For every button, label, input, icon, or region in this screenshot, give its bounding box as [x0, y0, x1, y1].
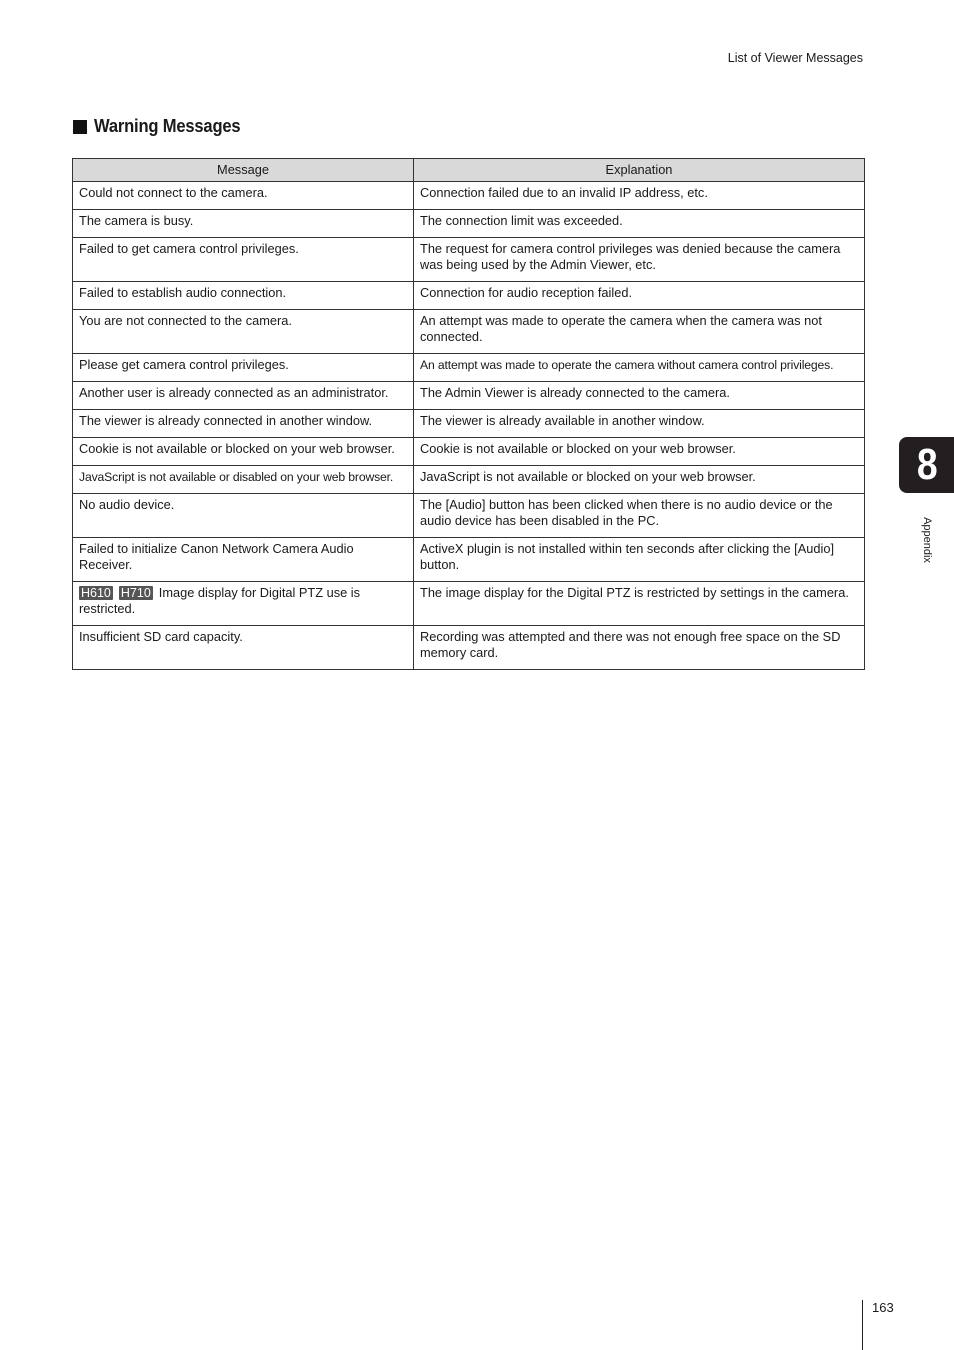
chapter-tab — [899, 437, 954, 493]
explanation-cell: An attempt was made to operate the camera without camera control privileges. — [414, 354, 865, 382]
warning-messages-table — [72, 158, 865, 670]
message-cell — [73, 582, 414, 626]
table-row — [73, 238, 865, 282]
black-square-icon — [73, 120, 87, 134]
table-row — [73, 354, 865, 382]
page-number: 163 — [872, 1300, 894, 1315]
explanation-cell: The [Audio] button has been clicked when there is no audio device or the audio device has been disabled in the PC. — [414, 494, 865, 538]
message-cell: Cookie is not available or blocked on your web browser. — [73, 438, 414, 466]
message-cell: Failed to establish audio connection. — [73, 282, 414, 310]
message-cell: Could not connect to the camera. — [73, 182, 414, 210]
message-cell: Failed to initialize Canon Network Camera Audio Receiver. — [73, 538, 414, 582]
model-badge-h610: H610 — [81, 586, 111, 600]
explanation-cell: ActiveX plugin is not installed within ten seconds after clicking the [Audio] button. — [414, 538, 865, 582]
explanation-cell: The image display for the Digital PTZ is restricted by settings in the camera. — [414, 582, 865, 626]
chapter-label: Appendix — [921, 517, 933, 563]
message-cell: Another user is already connected as an administrator. — [73, 382, 414, 410]
message-cell: No audio device. — [73, 494, 414, 538]
chapter-number: 8 — [916, 440, 938, 489]
table-row — [73, 438, 865, 466]
message-cell: The viewer is already connected in another window. — [73, 410, 414, 438]
message-cell: Failed to get camera control privileges. — [73, 238, 414, 282]
table-row — [73, 494, 865, 538]
table-header-row — [73, 159, 865, 182]
explanation-cell: Connection failed due to an invalid IP address, etc. — [414, 182, 865, 210]
explanation-cell: The viewer is already available in another window. — [414, 410, 865, 438]
message-cell: Please get camera control privileges. — [73, 354, 414, 382]
message-cell: JavaScript is not available or disabled on your web browser. — [73, 466, 414, 494]
message-cell: You are not connected to the camera. — [73, 310, 414, 354]
table-row — [73, 582, 865, 626]
table-row — [73, 182, 865, 210]
message-text: Image display for Digital PTZ use is restricted. — [79, 585, 361, 616]
explanation-cell: The Admin Viewer is already connected to the camera. — [414, 382, 865, 410]
column-header-message: Message — [73, 159, 414, 182]
explanation-cell: Cookie is not available or blocked on your web browser. — [414, 438, 865, 466]
model-badge-h710: H710 — [120, 586, 151, 600]
message-cell: The camera is busy. — [73, 210, 414, 238]
table-row — [73, 410, 865, 438]
table-row — [73, 626, 865, 670]
explanation-cell: Recording was attempted and there was not enough free space on the SD memory card. — [414, 626, 865, 670]
running-header-title: List of Viewer Messages — [727, 51, 863, 65]
page-number-divider — [862, 1300, 863, 1350]
column-header-explanation: Explanation — [414, 159, 865, 182]
section-heading — [73, 116, 253, 137]
explanation-cell: Connection for audio reception failed. — [414, 282, 865, 310]
explanation-cell: The connection limit was exceeded. — [414, 210, 865, 238]
table-row — [73, 538, 865, 582]
table-row — [73, 210, 865, 238]
table-row — [73, 282, 865, 310]
table-row — [73, 382, 865, 410]
explanation-cell: The request for camera control privileges was denied because the camera was being used by the Admin Viewer, etc. — [414, 238, 865, 282]
section-title: Warning Messages — [94, 116, 241, 136]
table-row — [73, 466, 865, 494]
explanation-cell: JavaScript is not available or blocked on your web browser. — [414, 466, 865, 494]
message-cell: Insufficient SD card capacity. — [73, 626, 414, 670]
table-row — [73, 310, 865, 354]
explanation-cell: An attempt was made to operate the camera when the camera was not connected. — [414, 310, 865, 354]
